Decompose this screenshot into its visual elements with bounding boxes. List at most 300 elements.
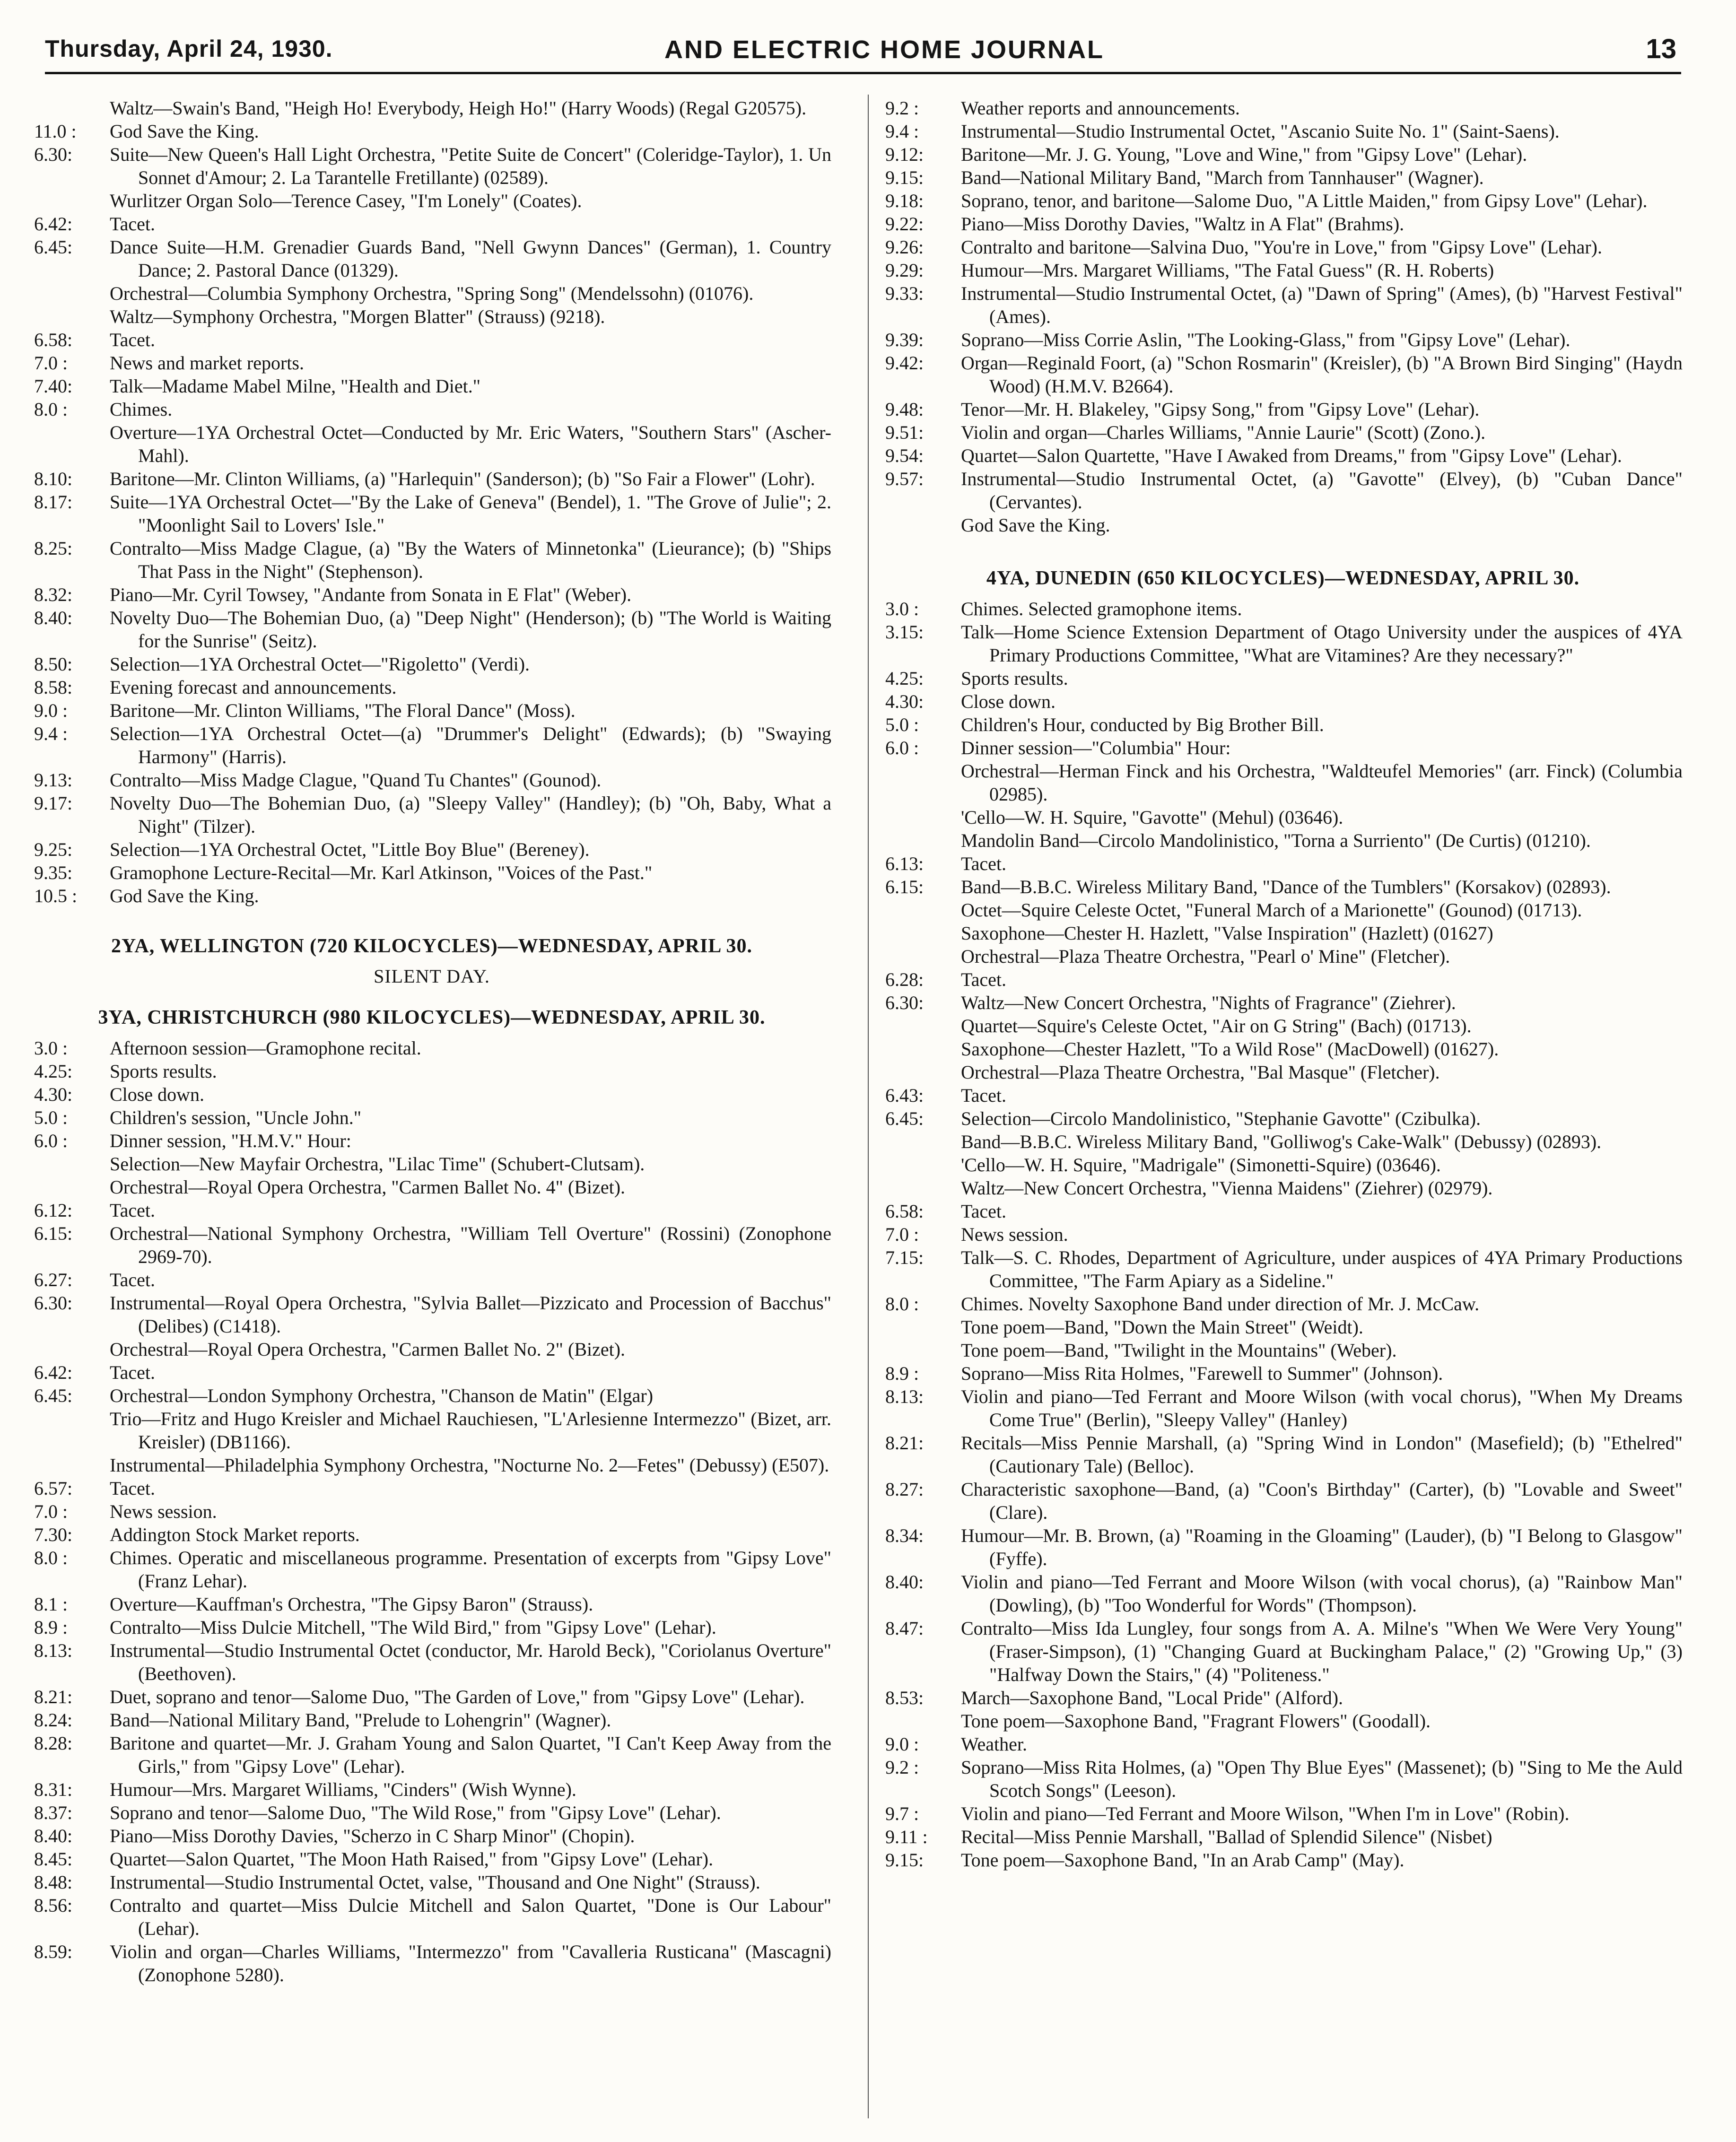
entry-text: Quartet—Salon Quartet, "The Moon Hath Raised," from "Gipsy Love" (Lehar). [110,1848,714,1870]
entry-time: 8.56: [34,1895,73,1916]
entry-time [32,1454,110,1477]
entry-text: News and market reports. [110,352,304,374]
entry-text: Waltz—New Concert Orchestra, "Vienna Maidens" (Ziehrer) (02979). [961,1177,1493,1199]
programme-entry [883,96,1683,120]
programme-entry [32,1222,831,1268]
entry-time: 9.51: [885,422,924,443]
entry-text: Overture—Kauffman's Orchestra, "The Gipsy Baron" (Strauss). [110,1593,593,1615]
programme-entry [32,1523,831,1546]
entry-text: Instrumental—Studio Instrumental Octet (conductor, Mr. Harold Beck), "Coriolanus Overture" (Beethoven). [110,1640,831,1684]
programme-entry [32,1361,831,1384]
entry-text: Chimes. [110,399,173,420]
entry-time: 8.21: [34,1686,73,1707]
entry-text: Duet, soprano and tenor—Salome Duo, "The Garden of Love," from "Gipsy Love" (Lehar). [110,1686,805,1707]
entry-text: Orchestral—London Symphony Orchestra, "Chanson de Matin" (Elgar) [110,1385,654,1406]
programme-entry [32,1338,831,1361]
entry-text: Contralto—Miss Madge Clague, "Quand Tu Chantes" (Gounod). [110,769,602,791]
2ya-silent-day: SILENT DAY. [374,966,490,987]
entry-text: Violin and piano—Ted Ferrant and Moore Wilson (with vocal chorus), (a) "Rainbow Man" (Dowling), (b) "Too Wonderful for Words" (Thompson). [961,1571,1683,1616]
entry-text: Humour—Mrs. Margaret Williams, "The Fatal Guess" (R. H. Roberts) [961,260,1494,281]
programme-entry [32,1778,831,1801]
programme-entry [32,1268,831,1291]
entry-text: Weather. [961,1733,1028,1755]
programme-entry [32,1407,831,1454]
programme-entry [32,235,831,282]
entry-text: Contralto—Miss Ida Lungley, four songs from A. A. Milne's "When We Were Very Young" (Fraser-Simpson), (1) "Changing Guard at Buckingham Palace," (2) "Growing Up," (3) "Halfway Down the Stairs," (4) "Politeness." [961,1618,1683,1685]
entry-time: 6.12: [34,1200,73,1221]
programme-entry [883,1292,1683,1315]
entry-time [32,1152,110,1175]
entry-time: 4.25: [885,668,924,689]
programme-entry [32,653,831,676]
programme-entry [883,212,1683,235]
entry-text: Violin and piano—Ted Ferrant and Moore Wilson (with vocal chorus), "When My Dreams Come True" (Berlin), "Sleepy Valley" (Hanley) [961,1386,1683,1430]
entry-time: 4.25: [34,1061,73,1082]
entry-time: 8.53: [885,1687,924,1708]
entry-text: Tacet. [110,1478,156,1499]
programme-entry [883,1756,1683,1802]
2ya-section [32,935,831,987]
programme-entry [32,1199,831,1222]
entry-time: 7.0 : [34,1501,68,1522]
entry-time: 4.30: [34,1084,73,1105]
entry-text: Baritone—Mr. J. G. Young, "Love and Wine," from "Gipsy Love" (Lehar). [961,144,1527,165]
entry-text: Suite—1YA Orchestral Octet—"By the Lake of Geneva" (Bendel), 1. "The Grove of Julie"; 2. "Moonlight Sail to Lovers' Isle." [110,491,831,536]
1ya-programme-continued [32,96,831,907]
entry-time: 6.28: [885,969,924,990]
entry-time: 5.0 : [885,714,919,735]
entry-time: 8.13: [34,1640,73,1661]
entry-text: Tacet. [961,1085,1007,1106]
header-rule [45,72,1681,74]
entry-time: 8.17: [34,491,73,513]
programme-entry [32,1036,831,1060]
programme-entry [883,667,1683,690]
entry-time: 7.0 : [34,352,68,374]
entry-text: Talk—S. C. Rhodes, Department of Agriculture, under auspices of 4YA Primary Productions Committee, "The Farm Apiary as a Sideline." [961,1247,1683,1291]
entry-text: Addington Stock Market reports. [110,1524,360,1545]
entry-time [32,305,110,328]
entry-text: Waltz—Swain's Band, "Heigh Ho! Everybody, Heigh Ho!" (Harry Woods) (Regal G20575). [110,97,807,119]
entry-text: Chimes. Novelty Saxophone Band under direction of Mr. J. McCaw. [961,1293,1480,1315]
programme-entry [883,1037,1683,1061]
programme-entry [32,1477,831,1500]
entry-time [883,922,961,945]
entry-time: 9.12: [885,144,924,165]
entry-time: 9.26: [885,236,924,258]
entry-text: Instrumental—Studio Instrumental Octet, (a) "Dawn of Spring" (Ames), (b) "Harvest Festival" (Ames). [961,283,1683,327]
programme-entry [883,235,1683,259]
entry-time [32,1338,110,1361]
programme-entry [32,212,831,235]
4ya-heading: 4YA, DUNEDIN (650 KILOCYCLES)—WEDNESDAY, APRIL 30. [986,567,1580,589]
entry-text: Piano—Miss Dorothy Davies, "Waltz in A Flat" (Brahms). [961,213,1405,235]
entry-text: Waltz—Symphony Orchestra, "Morgen Blatter" (Strauss) (9218). [110,306,605,327]
entry-time: 8.32: [34,584,73,605]
entry-time: 9.2 : [885,1757,919,1778]
entry-time: 8.58: [34,677,73,698]
entry-text: Recital—Miss Pennie Marshall, "Ballad of Splendid Silence" (Nisbet) [961,1826,1492,1847]
entry-time: 8.40: [34,1825,73,1846]
entry-time: 3.0 : [885,598,919,619]
programme-entry [883,189,1683,212]
programme-entry [883,620,1683,667]
entry-text: Band—National Military Band, "Prelude to Lohengrin" (Wagner). [110,1709,611,1731]
entry-text: Soprano—Miss Corrie Aslin, "The Looking-Glass," from "Gipsy Love" (Lehar). [961,329,1570,350]
programme-entry [32,421,831,467]
page-number: 13 [1646,34,1676,64]
entry-text: Novelty Duo—The Bohemian Duo, (a) "Sleepy Valley" (Handley); (b) "Oh, Baby, What a Night" (Tilzer). [110,792,831,837]
programme-entry [883,467,1683,514]
entry-time: 8.59: [34,1941,73,1962]
programme-entry [883,759,1683,806]
programme-entry [32,861,831,884]
entry-time: 9.48: [885,399,924,420]
entry-text: Contralto—Miss Madge Clague, (a) "By the Waters of Minnetonka" (Lieurance); (b) "Ships That Pass in the Night" (Stephenson). [110,538,831,582]
entry-text: Suite—New Queen's Hall Light Orchestra, "Petite Suite de Concert" (Coleridge-Taylor), 1. Un Sonnet d'Amour; 2. La Tarantelle Fretillante) (02589). [110,144,831,188]
entry-text: Saxophone—Chester Hazlett, "To a Wild Rose" (MacDowell) (01627). [961,1038,1499,1060]
programme-entry [32,1384,831,1407]
programme-entry [883,1524,1683,1570]
entry-text: Saxophone—Chester H. Hazlett, "Valse Inspiration" (Hazlett) (01627) [961,923,1493,944]
entry-text: Tone poem—Band, "Down the Main Street" (Weidt). [961,1316,1363,1338]
entry-text: Octet—Squire Celeste Octet, "Funeral March of a Marionette" (Gounod) (01713). [961,899,1582,921]
programme-entry [32,838,831,861]
entry-text: Dinner session, "H.M.V." Hour: [110,1130,351,1151]
entry-text: Tacet. [110,329,156,350]
programme-entry [32,583,831,606]
entry-text: Talk—Home Science Extension Department of Otago University under the auspices of 4YA Primary Productions Committee, "What are Vitamines? Are they necessary?" [961,621,1683,666]
entry-time [32,1407,110,1454]
entry-text: Band—B.B.C. Wireless Military Band, "Dance of the Tumblers" (Korsakov) (02893). [961,876,1611,897]
programme-entry [883,1339,1683,1362]
entry-time: 8.25: [34,538,73,559]
programme-entry [32,537,831,583]
entry-time: 8.47: [885,1618,924,1639]
programme-entry [883,1570,1683,1617]
entry-text: Dance Suite—H.M. Grenadier Guards Band, "Nell Gwynn Dances" (German), 1. Country Dance; 2. Pastoral Dance (01329). [110,236,831,281]
programme-entry [32,1940,831,1986]
programme-entry [883,444,1683,467]
entry-time: 8.1 : [34,1593,68,1615]
entry-time [883,514,961,537]
entry-text: March—Saxophone Band, "Local Pride" (Alford). [961,1687,1343,1708]
4ya-section [883,567,1683,1872]
entry-time: 9.22: [885,213,924,235]
entry-time: 9.11 : [885,1826,928,1847]
entry-time: 9.17: [34,792,73,814]
entry-time: 8.21: [885,1432,924,1454]
entry-time: 8.24: [34,1709,73,1731]
programme-entry [32,1593,831,1616]
entry-time: 8.31: [34,1779,73,1800]
2ya-heading: 2YA, WELLINGTON (720 KILOCYCLES)—WEDNESDAY, APRIL 30. [111,935,753,957]
entry-text: Wurlitzer Organ Solo—Terence Casey, "I'm Lonely" (Coates). [110,190,582,211]
entry-time: 6.42: [34,1362,73,1383]
entry-text: Sports results. [961,668,1068,689]
entry-time [883,829,961,852]
programme-entry [32,398,831,421]
entry-text: 'Cello—W. H. Squire, "Gavotte" (Mehul) (03646). [961,807,1343,828]
programme-entry [883,690,1683,713]
programme-entry [32,884,831,907]
entry-text: Tone poem—Saxophone Band, "Fragrant Flowers" (Goodall). [961,1710,1431,1732]
entry-time: 8.48: [34,1872,73,1893]
programme-entry [883,736,1683,759]
programme-entry [883,1107,1683,1130]
entry-time: 7.30: [34,1524,73,1545]
entry-text: Tacet. [110,1200,156,1221]
entry-text: God Save the King. [961,514,1110,536]
entry-text: Instrumental—Philadelphia Symphony Orchestra, "Nocturne No. 2—Fetes" (Debussy) (E507). [110,1454,829,1476]
programme-entry [32,1847,831,1871]
entry-text: Orchestral—Royal Opera Orchestra, "Carmen Ballet No. 4" (Bizet). [110,1176,626,1198]
entry-time [883,1339,961,1362]
entry-time [883,945,961,968]
programme-entry [32,374,831,398]
entry-time: 6.15: [34,1223,73,1244]
programme-entry [32,1083,831,1106]
programme-entry [883,1686,1683,1709]
entry-time: 8.40: [885,1571,924,1593]
programme-entry [32,1616,831,1639]
entry-time: 11.0 : [34,121,77,142]
programme-entry [883,1176,1683,1200]
entry-time: 7.0 : [885,1224,919,1245]
entry-time: 6.58: [34,329,73,350]
entry-text: Baritone and quartet—Mr. J. Graham Young and Salon Quartet, "I Can't Keep Away from the Girls," from "Gipsy Love" (Lehar). [110,1733,831,1777]
entry-text: Chimes. Selected gramophone items. [961,598,1242,619]
entry-time [883,1709,961,1733]
entry-time: 7.40: [34,375,73,397]
entry-time: 8.34: [885,1525,924,1546]
entry-time [883,1037,961,1061]
entry-text: God Save the King. [110,885,259,906]
programme-entry [32,1106,831,1129]
entry-text: Organ—Reginald Foort, (a) "Schon Rosmarin" (Kreisler), (b) "A Brown Bird Singing" (Haydn Wood) (H.M.V. B2664). [961,352,1683,397]
right-column [883,96,1683,1872]
entry-text: God Save the King. [110,121,259,142]
programme-entry [32,792,831,838]
programme-entry [32,1732,831,1778]
entry-time: 9.0 : [34,700,68,721]
entry-text: Band—National Military Band, "March from Tannhauser" (Wagner). [961,167,1484,188]
programme-entry [32,1871,831,1894]
entry-time [32,421,110,467]
entry-time: 8.9 : [34,1617,68,1638]
programme-entry [883,1223,1683,1246]
entry-time: 9.42: [885,352,924,374]
entry-time: 8.40: [34,607,73,628]
programme-entry [32,1291,831,1338]
entry-text: Humour—Mrs. Margaret Williams, "Cinders" (Wish Wynne). [110,1779,576,1800]
programme-entry [32,351,831,374]
entry-text: Characteristic saxophone—Band, (a) "Coon's Birthday" (Carter), (b) "Lovable and Sweet" (Clare). [961,1479,1683,1523]
programme-entry [32,1546,831,1593]
entry-text: Baritone—Mr. Clinton Williams, (a) "Harlequin" (Sanderson); (b) "So Fair a Flower" (Lohr). [110,468,815,489]
programme-entry [32,305,831,328]
3ya-programme-continued [883,96,1683,537]
entry-text: News session. [961,1224,1068,1245]
entry-time: 6.45: [34,1385,73,1406]
entry-time: 8.45: [34,1848,73,1870]
entry-text: Selection—1YA Orchestral Octet—(a) "Drummer's Delight" (Edwards); (b) "Swaying Harmony" (Harris). [110,723,831,767]
programme-entry [883,1385,1683,1431]
entry-time: 9.15: [885,1849,924,1871]
entry-time: 6.43: [885,1085,924,1106]
entry-time: 9.33: [885,283,924,304]
entry-text: Selection—Circolo Mandolinistico, "Stephanie Gavotte" (Czibulka). [961,1108,1481,1129]
column-divider [868,95,869,2118]
entry-text: Close down. [961,691,1056,712]
entry-text: Waltz—New Concert Orchestra, "Nights of Fragrance" (Ziehrer). [961,992,1456,1013]
page-header [45,31,1681,77]
programme-entry [883,421,1683,444]
3ya-section [32,1006,831,1986]
entry-text: Talk—Madame Mabel Milne, "Health and Diet." [110,375,481,397]
entry-time [883,1315,961,1339]
entry-time: 6.57: [34,1478,73,1499]
entry-text: Contralto and quartet—Miss Dulcie Mitchell and Salon Quartet, "Done is Our Labour" (Lehar). [110,1895,831,1939]
entry-text: Sports results. [110,1061,217,1082]
programme-entry [883,968,1683,991]
entry-text: Recitals—Miss Pennie Marshall, (a) "Spring Wind in London" (Masefield); (b) "Ethelred" (Cautionary Tale) (Belloc). [961,1432,1683,1477]
programme-entry [883,1153,1683,1176]
programme-entry [883,1848,1683,1872]
programme-entry [883,1617,1683,1686]
entry-text: Tacet. [110,213,156,235]
programme-entry [883,1200,1683,1223]
entry-text: Violin and piano—Ted Ferrant and Moore Wilson, "When I'm in Love" (Robin). [961,1803,1570,1824]
entry-text: Tacet. [961,853,1007,874]
entry-time: 8.0 : [885,1293,919,1315]
programme-entry [32,1824,831,1847]
entry-text: Evening forecast and announcements. [110,677,397,698]
entry-text: Humour—Mr. B. Brown, (a) "Roaming in the Gloaming" (Lauder), (b) "I Belong to Glasgow" (Fyffe). [961,1525,1683,1569]
entry-text: Quartet—Squire's Celeste Octet, "Air on G String" (Bach) (01713). [961,1015,1472,1036]
programme-entry [883,1733,1683,1756]
entry-time: 8.27: [885,1479,924,1500]
entry-time [32,282,110,305]
entry-time: 6.0 : [34,1130,68,1151]
programme-entry [32,328,831,351]
programme-entry [32,768,831,792]
programme-entry [32,1129,831,1152]
entry-time: 8.37: [34,1802,73,1823]
3ya-heading: 3YA, CHRISTCHURCH (980 KILOCYCLES)—WEDNESDAY, APRIL 30. [98,1007,766,1028]
entry-time: 6.45: [34,236,73,258]
entry-time: 6.15: [885,876,924,897]
programme-entry [883,829,1683,852]
programme-entry [32,1639,831,1685]
programme-entry [883,852,1683,875]
entry-text: Gramophone Lecture-Recital—Mr. Karl Atkinson, "Voices of the Past." [110,862,653,883]
entry-time: 9.2 : [885,97,919,119]
programme-entry [32,467,831,490]
entry-text: Baritone—Mr. Clinton Williams, "The Floral Dance" (Moss). [110,700,576,721]
programme-entry [32,189,831,212]
entry-text: Children's Hour, conducted by Big Brother Bill. [961,714,1324,735]
programme-entry [883,991,1683,1014]
entry-text: Tone poem—Band, "Twilight in the Mountains" (Weber). [961,1340,1397,1361]
entry-time: 9.4 : [34,723,68,744]
entry-time: 8.0 : [34,399,68,420]
entry-text: Piano—Mr. Cyril Towsey, "Andante from Sonata in E Flat" (Weber). [110,584,632,605]
entry-text: Trio—Fritz and Hugo Kreisler and Michael Rauchiesen, "L'Arlesienne Intermezzo" (Bizet, arr. Kreisler) (DB1166). [110,1408,831,1453]
entry-time: 6.30: [34,144,73,165]
entry-text: Tacet. [961,969,1007,990]
programme-entry [883,1061,1683,1084]
entry-text: Afternoon session—Gramophone recital. [110,1037,421,1059]
entry-text: Selection—1YA Orchestral Octet, "Little Boy Blue" (Bereney). [110,839,590,860]
entry-time: 9.35: [34,862,73,883]
entry-text: Tone poem—Saxophone Band, "In an Arab Camp" (May). [961,1849,1405,1871]
programme-entry [32,1685,831,1708]
entry-time: 6.42: [34,213,73,235]
entry-text: Orchestral—Plaza Theatre Orchestra, "Bal Masque" (Fletcher). [961,1062,1440,1083]
entry-time [883,1014,961,1037]
entry-text: Instrumental—Studio Instrumental Octet, valse, "Thousand and One Night" (Strauss). [110,1872,760,1893]
entry-time [32,96,110,120]
entry-text: Quartet—Salon Quartette, "Have I Awaked from Dreams," from "Gipsy Love" (Lehar). [961,445,1622,466]
programme-entry [883,120,1683,143]
entry-time: 9.18: [885,190,924,211]
entry-text: Soprano—Miss Rita Holmes, "Farewell to Summer" (Johnson). [961,1363,1443,1384]
entry-text: Orchestral—Herman Finck and his Orchestra, "Waldteufel Memories" (arr. Finck) (Columbia 02985). [961,760,1683,805]
entry-text: Contralto and baritone—Salvina Duo, "You're in Love," from "Gipsy Love" (Lehar). [961,236,1602,258]
programme-entry [883,806,1683,829]
entry-text: Tacet. [961,1201,1007,1222]
programme-entry [883,1825,1683,1848]
programme-entry [883,514,1683,537]
programme-entry [32,1708,831,1732]
entry-time: 8.9 : [885,1363,919,1384]
entry-time: 6.58: [885,1201,924,1222]
entry-text: Tacet. [110,1269,156,1290]
programme-entry [883,351,1683,398]
entry-time [883,1130,961,1153]
entry-time [883,1153,961,1176]
programme-entry [883,1802,1683,1825]
entry-time: 6.30: [885,992,924,1013]
entry-time: 6.0 : [885,737,919,758]
programme-entry [883,1014,1683,1037]
entry-time: 8.13: [885,1386,924,1407]
entry-time [32,189,110,212]
entry-time [883,759,961,806]
entry-time: 9.4 : [885,121,919,142]
entry-text: Selection—New Mayfair Orchestra, "Lilac Time" (Schubert-Clutsam). [110,1153,645,1175]
entry-text: Orchestral—Royal Opera Orchestra, "Carmen Ballet No. 2" (Bizet). [110,1339,626,1360]
programme-entry [32,1500,831,1523]
programme-entry [883,898,1683,922]
programme-entry [883,328,1683,351]
programme-entry [32,120,831,143]
programme-entry [883,597,1683,620]
entry-text: Instrumental—Royal Opera Orchestra, "Sylvia Ballet—Pizzicato and Procession of Bacchus" (Delibes) (C1418). [110,1292,831,1337]
programme-entry [32,96,831,120]
entry-time: 9.39: [885,329,924,350]
entry-time: 6.30: [34,1292,73,1314]
entry-time [32,1175,110,1199]
entry-text: Tenor—Mr. H. Blakeley, "Gipsy Song," from "Gipsy Love" (Lehar). [961,399,1480,420]
left-column [32,96,831,1986]
entry-time: 9.13: [34,769,73,791]
entry-time: 8.0 : [34,1547,68,1568]
entry-text: Soprano, tenor, and baritone—Salome Duo, "A Little Maiden," from Gipsy Love" (Lehar). [961,190,1648,211]
entry-time: 3.0 : [34,1037,68,1059]
programme-entry [32,676,831,699]
